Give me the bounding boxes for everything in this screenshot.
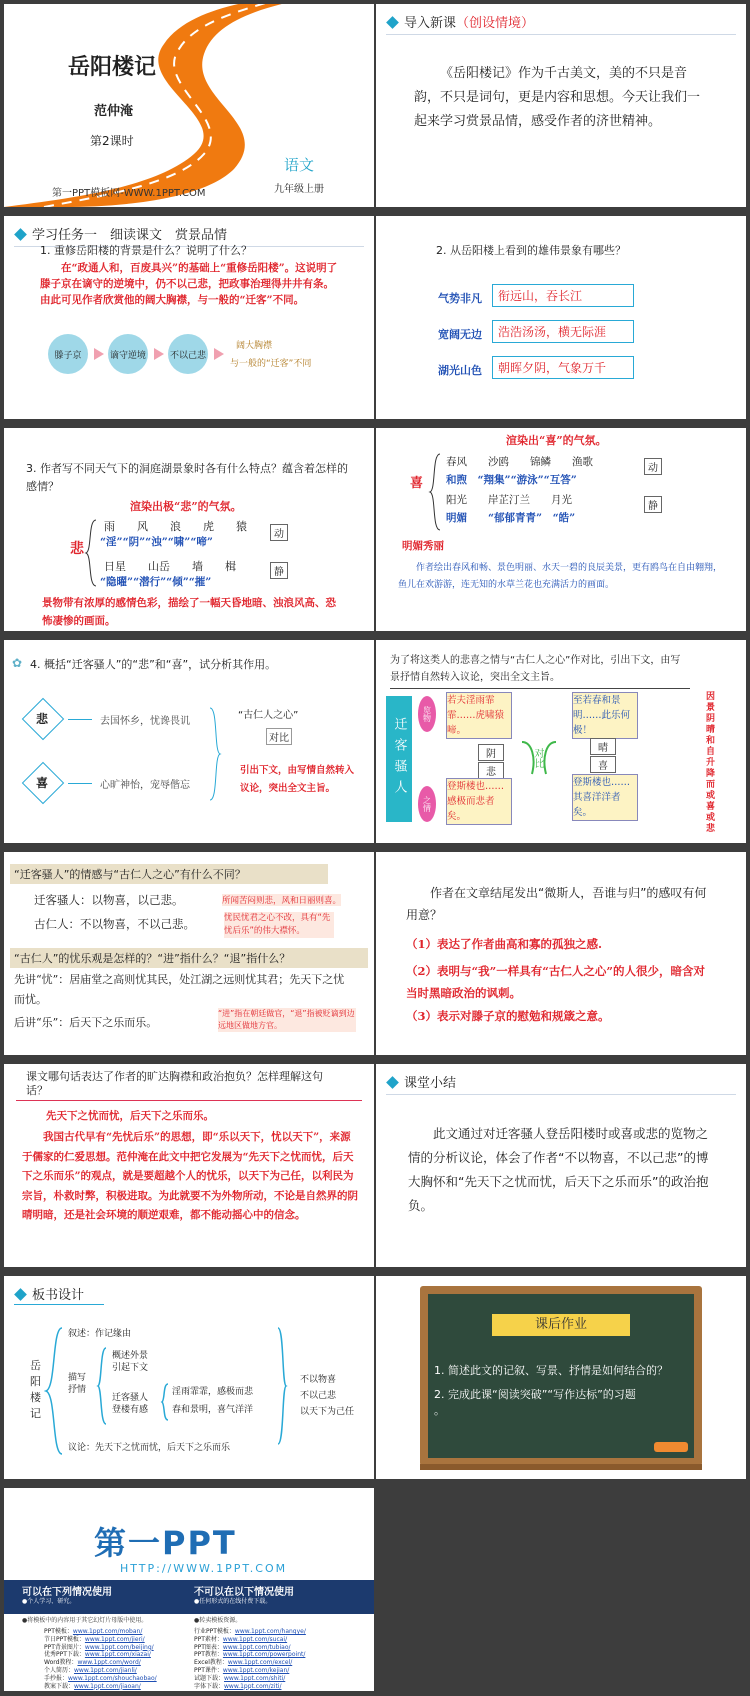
cover-lesson: 第2课时: [90, 134, 134, 148]
arrow-line: [68, 783, 92, 784]
link-row[interactable]: Word教程：www.1ppt.com/word/: [44, 1659, 141, 1667]
left-bar: 迁客骚人: [386, 696, 412, 822]
slide-scenery[interactable]: [376, 216, 746, 419]
diamond-icon: [14, 1288, 27, 1301]
yin-label: 阴: [478, 744, 504, 761]
quote-box: 登斯楼也……感极而悲者矣。: [446, 778, 512, 825]
tag: 静: [270, 562, 288, 579]
slide-heading: [16, 224, 227, 243]
divider: [386, 1094, 736, 1095]
link-row[interactable]: PPT教程：www.1ppt.com/powerpoint/: [194, 1651, 306, 1659]
board-item: 不以物喜: [300, 1375, 337, 1385]
slide-emotion[interactable]: [4, 640, 374, 843]
diamond-icon: [386, 1076, 399, 1089]
board-item: 登楼有感: [112, 1405, 149, 1415]
xi-label: 喜: [590, 756, 616, 773]
argument: 议论：先天下之忧而忧，后天下之乐而乐: [68, 1443, 231, 1453]
cannot-title: 不可以在以下情况使用: [194, 1587, 294, 1598]
slide-credits[interactable]: [4, 1488, 374, 1691]
subtitle: 渲染出极“悲”的气氛。: [130, 500, 242, 513]
compare-label: 对比: [532, 748, 543, 768]
question: 4. 概括“迁客骚人”的“悲”和“喜”，试分析其作用。: [30, 658, 277, 671]
flow-node: 谪守逆境: [108, 334, 148, 374]
flow-note: 阔大胸襟: [236, 341, 273, 351]
row: 日星 山岳 墙 楫: [104, 560, 236, 573]
link-row[interactable]: PPT图表：www.1ppt.com/tubiao/: [194, 1643, 291, 1651]
cannot-item: ●任何形式的在线付费下载。: [194, 1598, 272, 1605]
quote: 先天下之忧而忧，后天下之乐而乐。: [46, 1110, 214, 1122]
tag: 静: [644, 496, 662, 513]
board-title: 岳阳楼记: [30, 1359, 41, 1420]
row: 阳光 岸芷汀兰 月光: [446, 494, 572, 506]
link-row[interactable]: 个人简历：www.1ppt.com/jianli/: [44, 1666, 137, 1674]
slide-heading: [388, 1072, 456, 1091]
happy-desc: 心旷神怡，宠辱偕忘: [100, 780, 190, 791]
brace-icon: [96, 1346, 108, 1426]
summary: 作者绘出春风和畅、景色明丽、水天一碧的良辰美景，更有鸥鸟在自由翱翔，鱼儿在欢游游，连无知的水草兰花也充满活力的画面。: [398, 563, 723, 590]
row-detail: 明媚 “郁郁青青” “皓”: [446, 512, 576, 524]
heading-text: 学习任务一 细读课文 赏景品情: [32, 228, 228, 243]
question: 2. 从岳阳楼上看到的雄伟景象有哪些？: [436, 244, 626, 257]
arrow-icon: [154, 348, 164, 360]
links-left: [44, 1628, 157, 1690]
row-label: 宽阔无边: [438, 328, 482, 341]
explanation: 我国古代早有“先忧后乐”的思想，即“乐以天下，忧以天下”，来源于儒家的仁爱思想。范仲淹在此文中把它发展为“先天下之忧而忧，后天下之乐而乐”的观点，就是要超越个人的忧乐，以天下为己任，以利民为宗旨，朴救时弊，积极进取。为此就要不为外物所动，不论是自然界的阴晴明暗，还是社会环境的顺逆艰难，都不能动摇心中的信念。: [22, 1131, 358, 1221]
board-item: 概述外景: [112, 1351, 149, 1361]
tag-bubble: 之情: [418, 786, 436, 822]
brace-icon: [84, 518, 98, 588]
cover-site: 第一PPT模板网-WWW.1PPT.COM: [52, 188, 206, 199]
slide-heading: [388, 12, 534, 31]
homework-item: 。: [434, 1404, 445, 1417]
row-value: 浩浩汤汤，横无际涯: [492, 320, 634, 343]
narration: 叙述：作记缘由: [68, 1329, 132, 1339]
brand-logo: 第一PPT: [94, 1524, 237, 1562]
row-detail: “淫”“阴”“浊”“啸”“啼”: [100, 536, 213, 548]
cover-subject: 语文: [284, 156, 315, 174]
chalk-tray: [420, 1464, 702, 1470]
can-item: ●个人学习、研究。: [22, 1598, 76, 1605]
qing-label: 晴: [590, 738, 616, 755]
link-row[interactable]: PPT背景图片：www.1ppt.com/beijing/: [44, 1643, 154, 1651]
line: 先讲“忧”：居庙堂之高则忧其民，处江湖之远则忧其君；先天下之忧而忧。: [14, 973, 345, 1006]
slide-ancient[interactable]: [4, 852, 374, 1055]
leaf-icon: ✿: [12, 656, 23, 670]
question: “古仁人”的忧乐观是怎样的？“进”指什么？“退”指什么？: [10, 948, 368, 968]
row-value: 衔远山，吞长江: [492, 284, 634, 307]
slide-compare[interactable]: [376, 640, 746, 843]
heading-text: 板书设计: [32, 1288, 85, 1303]
summary: 景物带有浓厚的感情色彩，描绘了一幅天昏地暗、浊浪风高、恐怖凄惨的画面。: [42, 597, 336, 627]
heading-text: 导入新课: [404, 16, 457, 31]
can-item: ●将模板中的内容用于其它幻灯片母版中使用。: [22, 1617, 148, 1624]
tag: 动: [270, 524, 288, 541]
link-row[interactable]: 手抄报：www.1ppt.com/shouchaobao/: [44, 1674, 157, 1682]
quote-box: 若夫淫雨霏霏……虎啸猿啼。: [446, 692, 512, 739]
road-graphic: [4, 4, 374, 207]
sad-label: 悲: [36, 712, 49, 726]
links-right: [194, 1628, 306, 1690]
slide-board[interactable]: [4, 1276, 374, 1479]
board-item: 引起下文: [112, 1363, 149, 1373]
answer: （1）表达了作者曲高和寡的孤独之感.: [406, 937, 603, 951]
summary-body: 此文通过对迁客骚人登岳阳楼时或喜或悲的览物之情的分析议论，体会了作者“不以物喜，不以己悲”的博大胸怀和“先天下之忧而忧，后天下之乐而乐”的政治抱负。: [408, 1126, 709, 1213]
homework-item: 2. 完成此课“阅读突破”“写作达标”的习题: [434, 1388, 636, 1401]
slide-happy[interactable]: [376, 428, 746, 631]
subtitle: 渲染出“喜”的气氛。: [506, 434, 607, 447]
row-detail: 和煦 “翔集”“游泳”“互答”: [446, 474, 577, 486]
board-item: 淫雨霏霏，感极而悲: [172, 1387, 254, 1397]
answer: （3）表示对滕子京的慰勉和规箴之意。: [406, 1009, 610, 1023]
question: “迁客骚人”的情感与“古仁人之心”有什么不同？: [10, 864, 328, 884]
diamond-icon: [386, 16, 399, 29]
divider: [386, 34, 736, 35]
slide-task1[interactable]: [4, 216, 374, 419]
link-row[interactable]: PPT课件：www.1ppt.com/kejian/: [194, 1666, 290, 1674]
happy-label: 喜: [36, 776, 49, 790]
slide-homework[interactable]: [376, 1276, 746, 1479]
flow-node: 滕子京: [48, 334, 88, 374]
link-row[interactable]: 字体下载：www.1ppt.com/ziti/: [194, 1682, 282, 1690]
question: 作者在文章结尾发出“微斯人，吾谁与归”的感叹有何用意？: [406, 886, 707, 922]
link-row[interactable]: 优秀PPT下载：www.1ppt.com/xiazai/: [44, 1651, 151, 1659]
diamond-icon: [14, 228, 27, 241]
cover-title: 岳阳楼记: [68, 55, 157, 80]
bei-label: 悲: [478, 762, 504, 779]
board-item: 以天下为己任: [300, 1407, 355, 1417]
slide-intro[interactable]: [376, 4, 746, 207]
slide-heading: [16, 1284, 84, 1303]
chalk-icon: [654, 1442, 688, 1452]
slide-cover[interactable]: [4, 4, 374, 207]
row-label: 湖光山色: [438, 364, 482, 377]
divider: [16, 1100, 362, 1101]
note: 忧民忧君之心不改，具有“先忧后乐”的伟大襟怀。: [224, 912, 334, 938]
describe-label: 描写抒情: [68, 1373, 87, 1395]
slide-ambition[interactable]: [4, 1064, 374, 1267]
board-item: 春和景明，喜气洋洋: [172, 1405, 254, 1415]
top-text: 为了将这类人的悲喜之情与“古仁人之心”作对比，引出下文，由写景抒情自然转入议论，突出全文主旨。: [390, 652, 690, 689]
row: 雨 风 浪 虎 猿: [104, 520, 247, 533]
divider: [14, 1304, 104, 1305]
cover-grade: 九年级上册: [274, 184, 324, 195]
link-row[interactable]: 行业PPT模板：www.1ppt.com/hangye/: [194, 1628, 306, 1635]
arrow-line: [68, 719, 92, 720]
link-row[interactable]: PPT素材：www.1ppt.com/sucai/: [194, 1635, 288, 1643]
answer: （2）表明与“我”一样具有“古仁人之心”的人很少，暗含对当时黑暗政治的讽刺。: [406, 964, 705, 1000]
row-detail: “隐曜”“潜行”“倾”“摧”: [100, 576, 212, 588]
big-char: 悲: [70, 541, 84, 557]
board-item: 迁客骚人: [112, 1393, 149, 1403]
link-row[interactable]: 试题下载：www.1ppt.com/shiti/: [194, 1674, 286, 1682]
right-note: 因景阴晴和自升降而或喜或悲: [706, 692, 716, 834]
answer: 在“政通人和，百废具兴”的基础上“重修岳阳楼”。这说明了滕子京在谪守的逆境中，仍不以己悲，把政事治理得井井有条。由此可见作者欣赏他的阔大胸襟，与一般的“迁客”不同。: [40, 262, 338, 306]
brace-icon: [44, 1326, 64, 1456]
heading-sub: （创设情境）: [456, 16, 535, 31]
brace-icon: [160, 1382, 170, 1422]
line: 后讲“乐”：后天下之乐而乐。: [14, 1016, 158, 1029]
row: 春风 沙鸥 锦鳞 渔歌: [446, 456, 593, 468]
flow-note: 与一般的“迁客”不同: [230, 359, 312, 369]
quote-box: 登斯楼也……其喜洋洋者矣。: [572, 774, 638, 821]
arrow-icon: [94, 348, 104, 360]
cover-author: 范仲淹: [94, 104, 134, 119]
tag-bubble: 览物: [418, 696, 436, 732]
brand-url: HTTP://WWW.1PPT.COM: [120, 1562, 288, 1575]
brace-icon: [208, 706, 222, 802]
heading-text: 课堂小结: [404, 1076, 457, 1091]
slide-ending[interactable]: [376, 852, 746, 1055]
question: 课文哪句话表达了作者的旷达胸襟和政治抱负？怎样理解这句话？: [26, 1070, 323, 1097]
ancient-label: “古仁人之心”: [238, 710, 299, 721]
question: 1. 重修岳阳楼的背景是什么？说明了什么？: [40, 244, 252, 257]
label: 明媚秀丽: [402, 540, 444, 552]
note: 所闻苦闷则悲，风和日丽则喜。: [222, 896, 342, 906]
arrow-icon: [214, 348, 224, 360]
tag: 动: [644, 458, 662, 475]
slide-summary[interactable]: [376, 1064, 746, 1267]
line: 古仁人：不以物喜，不以己悲。: [34, 917, 195, 931]
quote-box: 至若春和景明……此乐何极！: [572, 692, 638, 739]
link-row[interactable]: 节日PPT模板：www.1ppt.com/jieri/: [44, 1635, 145, 1643]
compare-label: 对比: [266, 728, 292, 745]
slide-sad[interactable]: [4, 428, 374, 631]
sad-desc: 去国怀乡，忧谗畏讥: [100, 716, 190, 727]
link-row[interactable]: PPT模板：www.1ppt.com/moban/: [44, 1628, 143, 1635]
intro-body: 《岳阳楼记》作为千古美文，美的不只是音韵，不只是词句，更是内容和思想。今天让我们一起来学习赏景品情，感受作者的济世精神。: [414, 66, 701, 129]
flow-node: 不以己悲: [168, 334, 208, 374]
link-row[interactable]: Excel教程：www.1ppt.com/excel/: [194, 1659, 293, 1667]
question: 3. 作者写不同天气下的洞庭湖景象时各有什么特点？蕴含着怎样的感情？: [26, 462, 348, 493]
board-item: 不以己悲: [300, 1391, 337, 1401]
brace-icon: [428, 452, 442, 532]
note: 引出下文，由写情自然转入议论，突出全文主旨。: [240, 765, 355, 794]
homework-item: 1. 简述此文的记叙、写景、抒情是如何结合的？: [434, 1364, 668, 1377]
row-label: 气势非凡: [438, 292, 482, 305]
brace-icon: [276, 1326, 288, 1446]
can-title: 可以在下列情况使用: [22, 1587, 112, 1598]
link-row[interactable]: 教案下载：www.1ppt.com/jiaoan/: [44, 1682, 141, 1690]
row-value: 朝晖夕阴，气象万千: [492, 356, 634, 379]
note: “进”指在朝廷做官，“退”指被贬谪到边远地区做地方官。: [218, 1009, 355, 1030]
cannot-item: ●转卖模板资源。: [194, 1617, 242, 1624]
line: 迁客骚人：以物喜，以己悲。: [34, 893, 184, 907]
big-char: 喜: [410, 476, 424, 491]
homework-title: 课后作业: [492, 1314, 630, 1336]
